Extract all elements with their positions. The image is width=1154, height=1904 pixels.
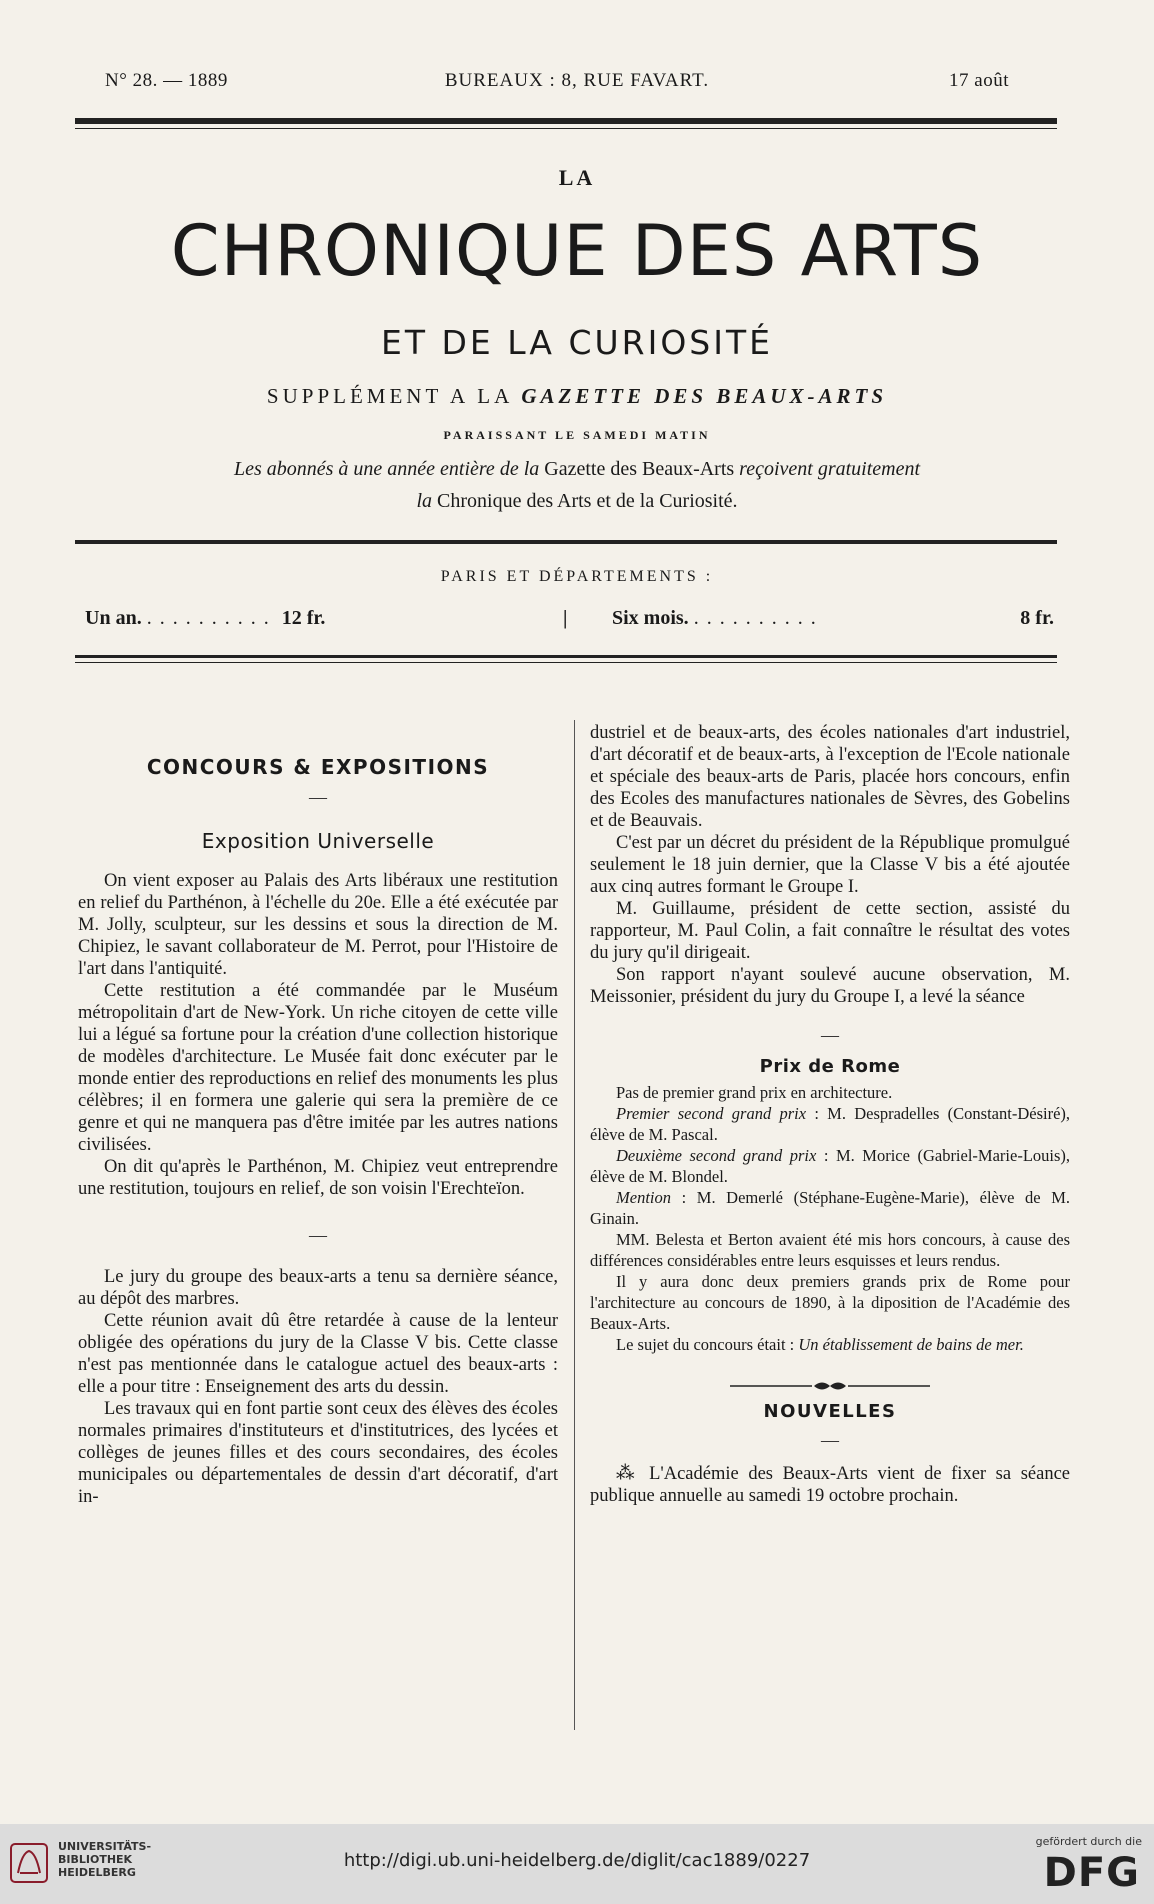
semiannual-price <box>612 607 824 630</box>
paragraph-travaux: Les travaux qui en font partie sont ceux des élèves des écoles normales primaires d'instituteurs et d'institutrices, des lycées et collèges de jeunes filles et des cours secondaires, des écoles municipales ou départementales de dessin d'art décoratif, d'art in- <box>78 1399 558 1507</box>
prix-sujet <box>590 1334 1070 1355</box>
subheading-exposition: Exposition Universelle <box>201 829 435 853</box>
annual-amount: 12 fr. <box>281 607 326 629</box>
ornament-icon <box>730 1379 930 1393</box>
paragraph-classe-v: Cette réunion avait dû être retardée à cause de la lenteur obligée des opérations du jury de la Classe V bis. Cette classe n'est pas mentionnée dans le catalogue actuel des beaux-arts : elle a pour titre : Enseignement des arts du dessin. <box>78 1311 558 1397</box>
paragraph-decret: C'est par un décret du président de la République promulgué seulement le 18 juin dernier, que la Classe V bis a été ajoutée aux cinq autres formant le Groupe I. <box>590 833 1070 897</box>
prix-deux-premiers: Il y aura donc deux premiers grands prix de Rome pour l'architecture au concours de 1890, à la diposition de l'Académie des Beaux-Arts. <box>590 1272 1070 1333</box>
paragraph-rapport: Son rapport n'ayant soulevé aucune observation, M. Meissonier, président du jury du Groupe I, a levé la séance <box>590 965 1070 1007</box>
separator-dash: — <box>821 1025 839 1045</box>
subscribers-note-1b: Gazette des Beaux-Arts <box>544 458 735 480</box>
source-url[interactable]: http://digi.ub.uni-heidelberg.de/diglit/cac1889/0227 <box>343 1850 811 1871</box>
subscribers-note-2a: la <box>416 490 433 512</box>
funded-by-label: gefördert durch die <box>1035 1835 1142 1848</box>
prix-sujet-text: Un établissement de bains de mer. <box>798 1335 1024 1354</box>
subscribers-note-2b: Chronique des Arts et de la Curiosité. <box>437 490 738 512</box>
subscribers-note-1a: Les abonnés à une année entière de la <box>233 458 540 480</box>
semiannual-label: Six mois. <box>612 607 689 629</box>
prix-mention-text: : M. Demerlé (Stéphane-Eugène-Marie), élève de M. Ginain. <box>590 1188 1071 1228</box>
supplement-gazette: GAZETTE DES BEAUX-ARTS <box>521 384 888 408</box>
subscribers-note-1c: reçoivent gratuitement <box>739 458 921 480</box>
subheading-prix-de-rome: Prix de Rome <box>759 1056 901 1077</box>
subscribers-note-line1 <box>0 458 1154 481</box>
semiannual-amount: 8 fr. <box>1020 607 1054 629</box>
section-title-nouvelles: NOUVELLES <box>763 1401 897 1422</box>
issue-number: N° 28. — 1889 <box>105 70 228 91</box>
prix-hors-concours: MM. Belesta et Berton avaient été mis hors concours, à cause des différences considérables entre leurs esquisses et leurs rendus. <box>590 1230 1070 1270</box>
dfg-logo: DFG <box>1043 1850 1140 1896</box>
subscription-heading: PARIS ET DÉPARTEMENTS : <box>440 568 714 585</box>
separator-dash: — <box>309 787 327 807</box>
office-address: BUREAUX : 8, RUE FAVART. <box>444 70 710 91</box>
section-title-concours: CONCOURS & EXPOSITIONS <box>146 755 490 779</box>
prix-first-second-label: Premier second grand prix <box>616 1104 807 1123</box>
prix-second-second-label: Deuxième second grand prix <box>616 1146 817 1165</box>
prix-sujet-label: Le sujet du concours était : <box>616 1335 795 1354</box>
prix-no-first: Pas de premier grand prix en architecture. <box>616 1083 893 1102</box>
paragraph-jury: Le jury du groupe des beaux-arts a tenu sa dernière séance, au dépôt des marbres. <box>78 1267 558 1309</box>
paragraph-academie-text: L'Académie des Beaux-Arts vient de fixer sa séance publique annuelle au samedi 19 octobre prochain. <box>590 1464 1070 1506</box>
masthead-la: LA <box>558 165 596 190</box>
prix-first-second <box>590 1103 1070 1145</box>
price-divider: | <box>563 607 568 629</box>
separator-dash: — <box>309 1225 327 1245</box>
prix-mention-label: Mention <box>616 1188 671 1207</box>
right-column <box>590 722 1070 1507</box>
supplement-prefix: SUPPLÉMENT A LA <box>266 384 513 408</box>
semiannual-dots: .......... <box>693 607 824 629</box>
left-column <box>78 756 558 1508</box>
masthead-subtitle: ET DE LA CURIOSITÉ <box>381 323 773 362</box>
issue-date: 17 août <box>949 70 1009 91</box>
paragraph-restitution: Cette restitution a été commandée par le Muséum métropolitain d'art de New-York. Un riche citoyen de cette ville lui a légué sa fortune pour la création d'une collection historique de modèles d'architecture. Le Musée fait donc exécuter par le monde entier des reproductions en relief des monuments les plus célèbres; il en formera une galerie qui sera la première de ce genre et qui ne manquera pas d'être imitée par les autres nations civilisées. <box>78 981 558 1155</box>
paragraph-academie <box>590 1463 1070 1507</box>
publication-schedule: PARAISSANT LE SAMEDI MATIN <box>443 428 711 442</box>
header-thick-rule <box>75 118 1057 124</box>
header-thin-rule <box>75 128 1057 129</box>
prix-first-second-text: : M. Despradelles (Constant-Désiré), élève de M. Pascal. <box>590 1104 1071 1144</box>
subscription-rule-thin <box>75 662 1057 663</box>
masthead-title: CHRONIQUE DES ARTS <box>170 210 984 292</box>
prix-second-second-text: : M. Morice (Gabriel-Marie-Louis), élève de M. Blondel. <box>590 1146 1071 1186</box>
separator-dash: — <box>821 1430 839 1450</box>
paragraph-continuation: dustriel et de beaux-arts, des écoles nationales d'art industriel, d'art décoratif et de beaux-arts, à l'exception de l'Ecole nationale et spéciale des beaux-arts de Paris, placée hors concours, enfin des Ecoles des manufactures nationales de Sèvres, des Gobelins et de Beauvais. <box>590 723 1070 831</box>
annual-dots: .......... <box>146 607 277 629</box>
paragraph-erechteion: On dit qu'après le Parthénon, M. Chipiez veut entreprendre une restitution, toujours en relief, de son voisin l'Erechteïon. <box>78 1157 558 1199</box>
masthead-bottom-rule <box>75 540 1057 544</box>
subscribers-note-line2 <box>0 490 1154 513</box>
prix-mention <box>590 1187 1070 1229</box>
annual-price <box>85 607 325 630</box>
asterism-icon: ⁂ <box>616 1464 640 1484</box>
paragraph-parthenon: On vient exposer au Palais des Arts libéraux une restitution en relief du Parthénon, à l'échelle du 20e. Elle a été exécutée par M. Jolly, sculpteur, sur les dessins et sous la direction de M. Chipiez, le savant collaborateur de M. Perrot, pour l'Histoire de l'art dans l'antiquité. <box>78 871 558 979</box>
ornamental-divider <box>730 1377 930 1391</box>
column-divider <box>574 720 575 1730</box>
paragraph-guillaume: M. Guillaume, président de cette section, assisté du rapporteur, M. Paul Colin, a fait connaître le résultat des votes du jury qu'il dirigeait. <box>590 899 1070 963</box>
university-name: UNIVERSITÄTS- BIBLIOTHEK HEIDELBERG <box>58 1840 152 1879</box>
supplement-line <box>0 384 1154 409</box>
subscription-rule-thick <box>75 655 1057 658</box>
annual-label: Un an. <box>85 607 142 629</box>
prix-second-second <box>590 1145 1070 1187</box>
